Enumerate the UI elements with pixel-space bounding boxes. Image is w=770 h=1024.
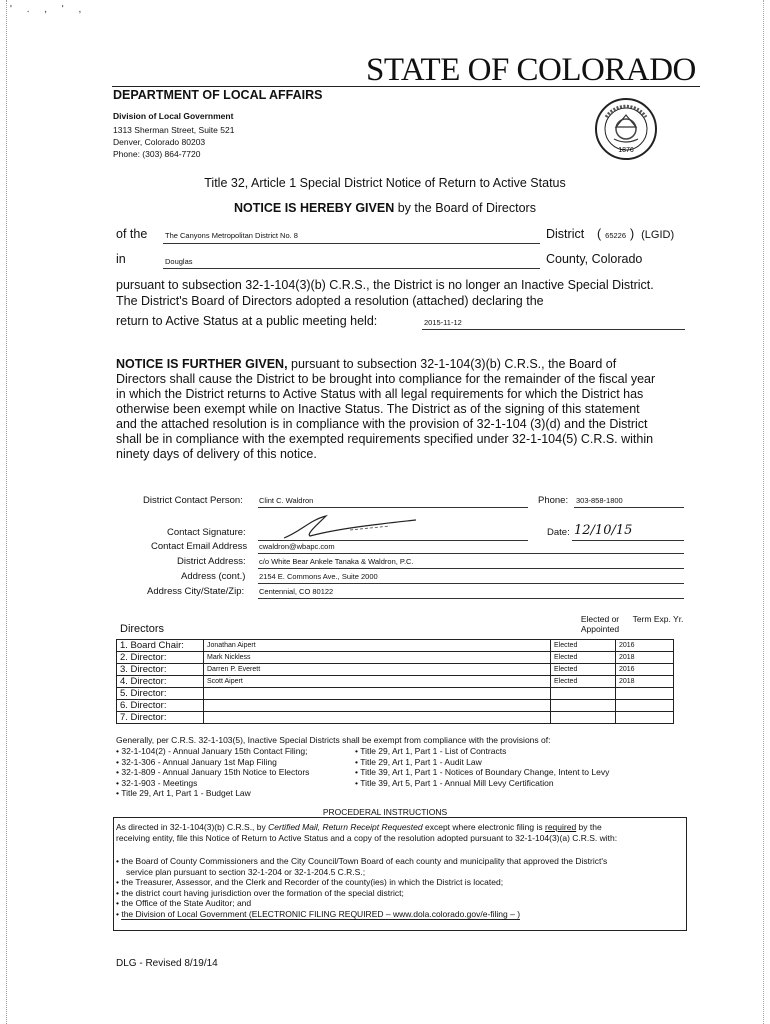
- list-item: • Title 29, Art 1, Part 1 - Audit Law: [355, 756, 482, 767]
- procedural-item-2: the Treasurer, Assessor, and the Clerk and Recorder of the county(ies) in which the District is located;: [121, 877, 504, 887]
- district-address-field[interactable]: [258, 556, 684, 569]
- list-item: • Title 39, Art 1, Part 1 - Notices of Boundary Change, Intent to Levy: [355, 767, 610, 777]
- director-role: 4. Director:: [117, 676, 204, 688]
- procedural-intro-b: except where electronic filing is: [422, 822, 545, 832]
- table-row: [117, 712, 674, 724]
- list-item: • Title 39, Art 5, Part 1 - Annual Mill Levy Certification: [355, 777, 554, 788]
- procedural-list: [116, 856, 682, 919]
- list-item: • the Office of the State Auditor; and: [116, 898, 252, 908]
- list-item: • Title 29, Art 1, Part 1 - List of Contracts: [355, 746, 507, 756]
- scan-specks: ' . , ' ,: [10, 4, 88, 15]
- division-name: Division of Local Government: [113, 111, 234, 121]
- director-role: 1. Board Chair:: [117, 640, 204, 652]
- exemption-left-2: 32-1-306 - Annual January 1st Map Filing: [121, 756, 277, 767]
- list-item: • the Treasurer, Assessor, and the Clerk and Recorder of the county(ies) in which the District is located;: [116, 877, 504, 887]
- phone-field[interactable]: [574, 495, 684, 508]
- director-term[interactable]: [616, 688, 674, 700]
- district-label: District: [546, 227, 585, 241]
- list-item: • the Division of Local Government (ELECTRONIC FILING REQUIRED – www.dola.colorado.gov/e-filing – ): [116, 908, 521, 919]
- address-line-3: Phone: (303) 864-7720: [113, 149, 201, 159]
- director-term[interactable]: [616, 700, 674, 712]
- exemptions-right-list: [355, 746, 609, 788]
- director-status[interactable]: Elected: [551, 652, 616, 664]
- email-label: Contact Email Address: [151, 541, 248, 552]
- table-row: [117, 664, 674, 676]
- county-value: Douglas: [165, 257, 193, 266]
- district-name-field[interactable]: [163, 229, 540, 244]
- procedural-intro: [116, 822, 682, 843]
- exemption-left-4: 32-1-903 - Meetings: [121, 777, 198, 788]
- director-term[interactable]: 2018: [616, 676, 674, 688]
- list-item: • the Board of County Commissioners and the City Council/Town Board of each county and municipality that approved the District's: [116, 856, 608, 866]
- handwritten-signature-icon: [280, 512, 420, 542]
- director-status[interactable]: [551, 688, 616, 700]
- procedural-intro-a: As directed in 32-1-104(3)(b) C.R.S., by: [116, 822, 269, 832]
- director-role: 6. Director:: [117, 700, 204, 712]
- address-line-1: 1313 Sherman Street, Suite 521: [113, 125, 235, 135]
- director-name[interactable]: Jonathan Aipert: [204, 640, 551, 652]
- director-term[interactable]: 2016: [616, 640, 674, 652]
- table-row: [117, 688, 674, 700]
- header-rule: [112, 86, 700, 87]
- further-bold: NOTICE IS FURTHER GIVEN,: [116, 357, 288, 371]
- procedural-intro-line2: receiving entity, file this Notice of Return to Active Status and a copy of the resolution adopted pursuant to 32-1-104(3)(a) C.R.S. with:: [116, 832, 618, 843]
- table-row: [117, 700, 674, 712]
- county-field[interactable]: [163, 254, 540, 269]
- signature-label: Contact Signature:: [167, 527, 246, 538]
- address-line-2: Denver, Colorado 80203: [113, 137, 206, 147]
- exemption-right-3: Title 39, Art 1, Part 1 - Notices of Boundary Change, Intent to Levy: [360, 767, 610, 777]
- director-name[interactable]: [204, 712, 551, 724]
- procedural-item-3: the district court having jurisdiction over the formation of the special district;: [121, 887, 404, 898]
- lgid-label: (LGID): [641, 229, 675, 241]
- department-name: DEPARTMENT OF LOCAL AFFAIRS: [113, 88, 323, 102]
- further-line-5: and the attached resolution is in compliance with the provision of 32-1-104 (3)(d) and the District: [116, 417, 648, 431]
- city-field[interactable]: [258, 586, 684, 599]
- further-line-1: pursuant to subsection 32-1-104(3)(b) C.R.S., the Board of: [287, 357, 617, 371]
- list-item: [116, 867, 682, 878]
- further-line-4: otherwise been exempt while on Inactive Status. The District as of the signing of this statement: [116, 402, 640, 416]
- procedural-item-1-cont: service plan pursuant to section 32-1-204 or 32-1-204.5 C.R.S.;: [126, 866, 366, 877]
- term-header: Term Exp. Yr.: [632, 614, 684, 624]
- address-cont-value: 2154 E. Commons Ave., Suite 2000: [259, 572, 378, 581]
- county-label: County, Colorado: [546, 252, 643, 266]
- pursuant-line-2: The District's Board of Directors adopted a resolution (attached) declaring the: [116, 294, 544, 308]
- director-name[interactable]: [204, 688, 551, 700]
- list-item: • the district court having jurisdiction over the formation of the special district;: [116, 887, 404, 898]
- director-role: 2. Director:: [117, 652, 204, 664]
- meeting-date-field[interactable]: [422, 314, 685, 330]
- exemption-right-1: Title 29, Art 1, Part 1 - List of Contracts: [360, 746, 507, 756]
- list-item: • Title 29, Art 1, Part 1 - Budget Law: [116, 788, 251, 798]
- director-role: 5. Director:: [117, 688, 204, 700]
- form-title: Title 32, Article 1 Special District Notice of Return to Active Status: [204, 176, 566, 190]
- director-status[interactable]: Elected: [551, 676, 616, 688]
- date-value: 12/10/15: [574, 523, 633, 538]
- table-row: [117, 676, 674, 688]
- procedural-heading-text: PROCEDERAL INSTRUCTIONS: [322, 807, 448, 817]
- further-notice: [116, 357, 686, 462]
- procedural-item-4: the Office of the State Auditor; and: [121, 898, 252, 908]
- exemptions-intro: Generally, per C.R.S. 32-1-103(5), Inactive Special Districts shall be exempt from compliance with the provisions of:: [116, 735, 551, 745]
- district-address-label: District Address:: [177, 556, 246, 567]
- phone-value: 303-858-1800: [576, 496, 623, 505]
- of-the-label: of the: [116, 227, 148, 241]
- list-item: • 32-1-903 - Meetings: [116, 777, 198, 788]
- director-term[interactable]: [616, 712, 674, 724]
- director-status[interactable]: Elected: [551, 664, 616, 676]
- revision-note: DLG - Revised 8/19/14: [116, 958, 218, 969]
- further-line-2: Directors shall cause the District to be brought into compliance for the remainder of the fiscal year: [116, 372, 656, 386]
- director-status[interactable]: Elected: [551, 640, 616, 652]
- exemption-right-2: Title 29, Art 1, Part 1 - Audit Law: [360, 756, 482, 767]
- lgid-group: ( 65226 ) (LGID): [597, 227, 675, 241]
- director-status[interactable]: [551, 700, 616, 712]
- procedural-item-5[interactable]: the Division of Local Government (ELECTRONIC FILING REQUIRED – www.dola.colorado.gov/e-filing – ): [121, 908, 521, 919]
- director-role: 3. Director:: [117, 664, 204, 676]
- procedural-heading: [0, 807, 770, 818]
- elected-header: Elected or Appointed: [580, 614, 620, 634]
- director-role: 7. Director:: [117, 712, 204, 724]
- exemptions-left-list: [116, 746, 309, 799]
- meeting-label: return to Active Status at a public meeting held:: [116, 314, 378, 328]
- procedural-intro-required: required: [545, 822, 577, 832]
- further-line-3: in which the District returns to Active Status with all legal requirements for which the District has: [116, 387, 644, 401]
- list-item: • 32-1-104(2) - Annual January 15th Contact Filing;: [116, 746, 308, 756]
- meeting-date-value: 2015-11-12: [424, 318, 462, 327]
- exemption-right-4: Title 39, Art 5, Part 1 - Annual Mill Levy Certification: [360, 777, 554, 788]
- scan-edge-right: [763, 0, 768, 1024]
- pursuant-line-1: pursuant to subsection 32-1-104(3)(b) C.R.S., the District is no longer an Inactive Special District.: [116, 278, 654, 292]
- date-field[interactable]: [572, 523, 684, 541]
- director-name[interactable]: Mark Nickless: [204, 652, 551, 664]
- further-line-7: ninety days of delivery of this notice.: [116, 447, 317, 461]
- list-item: • 32-1-809 - Annual January 15th Notice to Electors: [116, 767, 310, 777]
- director-term[interactable]: 2018: [616, 652, 674, 664]
- contact-person-label: District Contact Person:: [143, 495, 243, 506]
- exemption-left-1: 32-1-104(2) - Annual January 15th Contact Filing;: [121, 746, 308, 756]
- notice-heading-rest: by the Board of Directors: [394, 201, 536, 215]
- director-name[interactable]: Darren P. Everett: [204, 664, 551, 676]
- email-field[interactable]: [258, 541, 684, 554]
- phone-label: Phone:: [538, 495, 569, 506]
- contact-person-value: Clint C. Waldron: [259, 496, 314, 505]
- list-item: • 32-1-306 - Annual January 1st Map Filing: [116, 756, 277, 767]
- further-line-6: shall be in compliance with the exempted requirements specified under 32-1-104(5) C.R.S. within: [116, 432, 654, 446]
- procedural-box: [113, 817, 687, 931]
- address-cont-field[interactable]: [258, 571, 684, 584]
- director-name[interactable]: Scott Aipert: [204, 676, 551, 688]
- email-value: cwaldron@wbapc.com: [259, 542, 335, 551]
- city-value: Centennial, CO 80122: [259, 587, 334, 596]
- procedural-item-1: the Board of County Commissioners and the City Council/Town Board of each county and municipality that approved the District's: [121, 856, 608, 866]
- contact-person-field[interactable]: [258, 495, 528, 508]
- state-seal-icon: [594, 97, 658, 161]
- state-title: STATE OF COLORADO: [366, 52, 696, 88]
- notice-heading: [0, 201, 770, 215]
- director-term[interactable]: 2016: [616, 664, 674, 676]
- table-row: [117, 640, 674, 652]
- notice-heading-bold: NOTICE IS HEREBY GIVEN: [234, 201, 395, 215]
- district-address-value: c/o White Bear Ankele Tanaka & Waldron, P.C.: [259, 557, 414, 566]
- date-label: Date:: [547, 527, 570, 538]
- directors-table: [116, 639, 674, 724]
- lgid-value[interactable]: 65226: [605, 231, 627, 240]
- director-status[interactable]: [551, 712, 616, 724]
- director-name[interactable]: [204, 700, 551, 712]
- seal-year: 1876: [618, 147, 634, 154]
- directors-heading: Directors: [120, 623, 165, 635]
- district-name-value: The Canyons Metropolitan District No. 8: [165, 231, 298, 240]
- procedural-intro-italic: Certified Mail, Return Receipt Requested: [268, 822, 423, 832]
- city-label: Address City/State/Zip:: [147, 586, 245, 597]
- in-label: in: [116, 252, 126, 266]
- procedural-intro-c: by the: [576, 822, 602, 832]
- exemption-left-5: Title 29, Art 1, Part 1 - Budget Law: [121, 788, 251, 798]
- table-row: [117, 652, 674, 664]
- division-address: [113, 124, 234, 160]
- scan-edge-left: [0, 0, 7, 1024]
- address-cont-label: Address (cont.): [181, 571, 246, 582]
- exemption-left-3: 32-1-809 - Annual January 15th Notice to Electors: [121, 767, 310, 777]
